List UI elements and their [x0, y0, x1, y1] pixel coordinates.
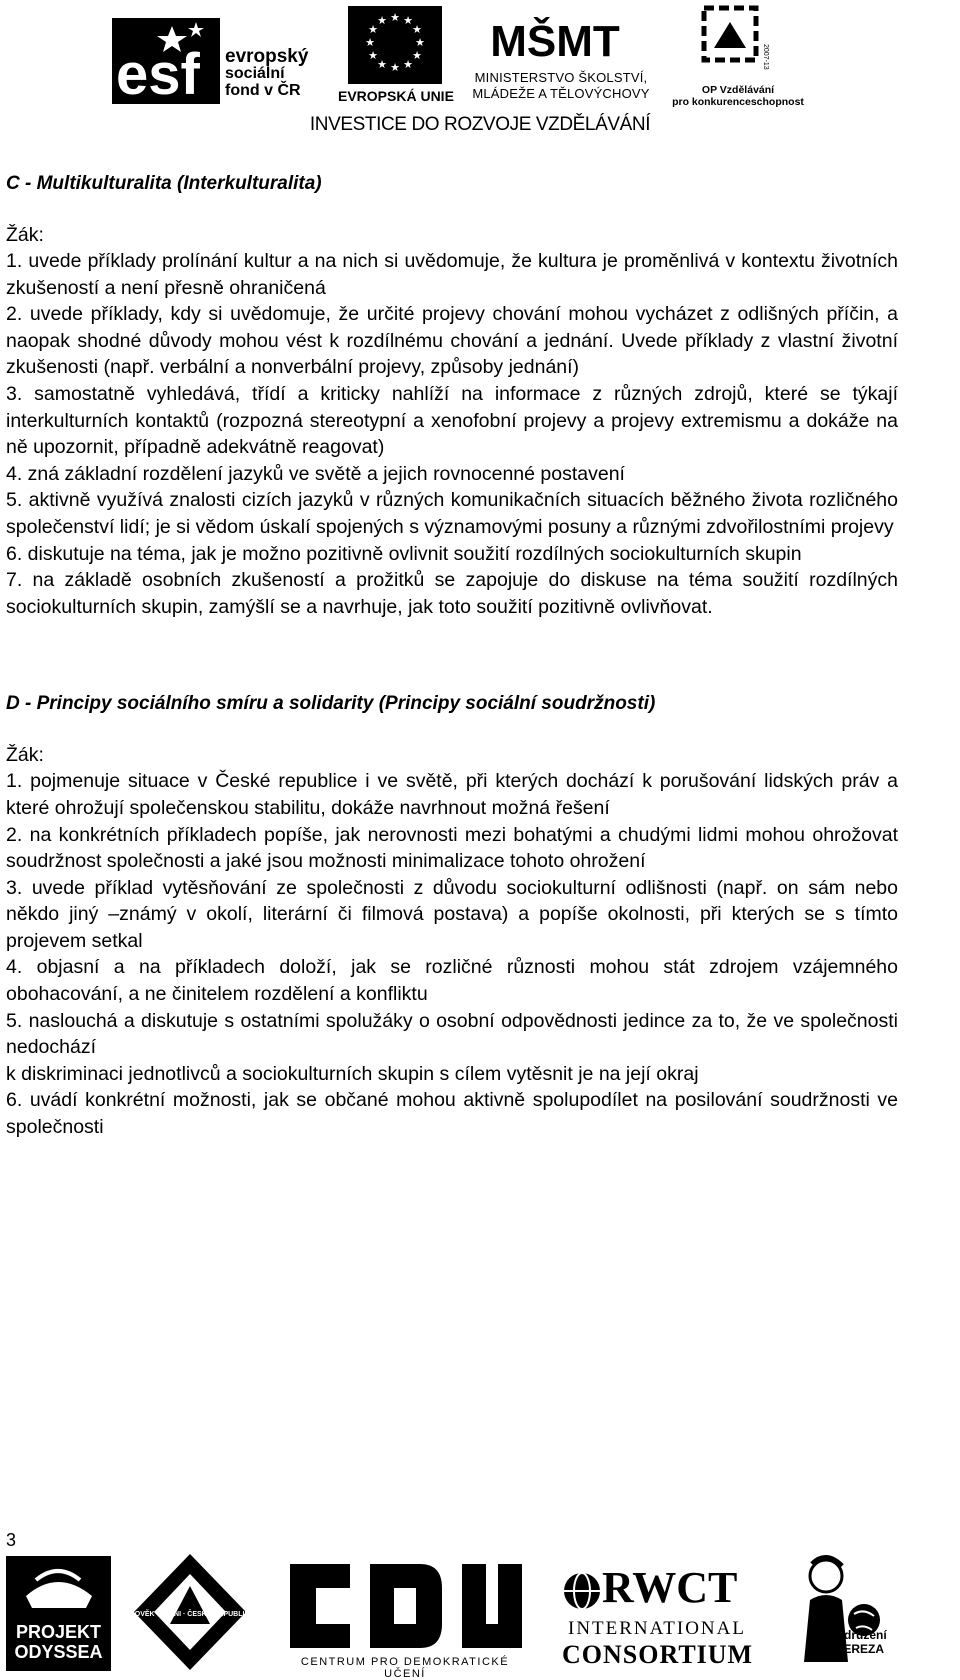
- op-caption: [668, 84, 808, 108]
- rwct-line-3: CONSORTIUM: [562, 1640, 754, 1669]
- section-d-item: 4. objasní a na příkladech doloží, jak se rozličné různosti mohou stát zdrojem vzájemného obohacování, a ne činitelem rozdělení a konfliktu: [6, 956, 898, 1006]
- svg-text:★: ★: [368, 23, 378, 36]
- projekt-odyssea-logo: [6, 1556, 111, 1671]
- odyssea-line-2: ODYSSEA: [14, 1642, 103, 1662]
- svg-text:★: ★: [412, 49, 422, 62]
- section-d-item: 3. uvede příklad vytěsňování ze společnosti z důvodu sociokulturní odlišnosti (např. on sám nebo někdo jiný –známý v okolí, literární či filmová postava) a popíše okolnosti, při kterých se s tímto projevem setkal: [6, 876, 898, 952]
- document-body: [6, 172, 898, 1141]
- esf-line-2: sociální: [225, 65, 285, 82]
- svg-text:★: ★: [377, 58, 387, 71]
- msmt-mark-icon: [490, 2, 620, 66]
- cdu-caption: CENTRUM PRO DEMOKRATICKÉ UČENÍ: [300, 1656, 510, 1680]
- section-c-zak-label: Žák:: [6, 224, 44, 246]
- section-c-heading: C - Multikulturalita (Interkulturalita): [6, 173, 322, 194]
- tereza-caption: [836, 1628, 887, 1656]
- section-c-item: 6. diskutuje na téma, jak je možno pozitivně ovlivnit soužití rozdílných sociokulturních skupin: [6, 542, 802, 565]
- svg-text:★: ★: [412, 23, 422, 36]
- section-d: [6, 692, 898, 1140]
- svg-text:★: ★: [390, 61, 400, 74]
- section-d-item: 5. naslouchá a diskutuje s ostatními spolužáky o osobní odpovědnosti jedince za to, že ve společnosti nedochází: [6, 1009, 898, 1059]
- eu-logo: [338, 6, 454, 106]
- tereza-line-2: TEREZA: [836, 1642, 884, 1656]
- msmt-mark-text: MŠMT: [490, 17, 620, 66]
- esf-line-1: evropský: [225, 46, 309, 67]
- section-d-item: 6. uvádí konkrétní možnosti, jak se občané mohou aktivně spolupodílet na posilování soudržnosti ve společnosti: [6, 1089, 898, 1139]
- section-d-item: 2. na konkrétních příkladech popíše, jak nerovnosti mezi bohatými a chudými lidmi mohou ohrožovat soudržnost společnosti a jaké jsou možnosti minimalizace tohoto ohrožení: [6, 823, 898, 873]
- svg-text:★: ★: [365, 36, 375, 49]
- esf-letters: esf: [116, 42, 200, 107]
- section-c-item: 4. zná základní rozdělení jazyků ve světě a jejich rovnocenné postavení: [6, 462, 625, 485]
- esf-mark-icon: [112, 18, 220, 107]
- svg-text:★: ★: [390, 11, 400, 24]
- rwct-line-2: INTERNATIONAL: [568, 1618, 746, 1639]
- rwct-title: RWCT: [602, 1563, 738, 1612]
- op-line-1: OP Vzdělávání: [701, 84, 775, 96]
- clovek-v-tisni-logo: [125, 1550, 255, 1674]
- msmt-logo: [455, 2, 675, 106]
- section-d-zak-label: Žák:: [6, 744, 44, 767]
- investice-banner: INVESTICE DO ROZVOJE VZDĚLÁVÁNÍ: [309, 114, 651, 135]
- rwct-logo: [562, 1562, 752, 1670]
- section-c-item: 1. uvede příklady prolínání kultur a na nich si uvědomuje, že kultura je proměnlivá v kontextu životních zkušeností a není přesně ohraničená: [6, 250, 898, 299]
- op-line-2: pro konkurenceschopnost: [672, 96, 804, 108]
- svg-text:★: ★: [368, 49, 378, 62]
- msmt-line-2: MLÁDEŽE A TĚLOVÝCHOVY: [472, 86, 650, 101]
- esf-logo: [112, 12, 312, 107]
- odyssea-line-1: PROJEKT: [15, 1622, 102, 1642]
- svg-text:★: ★: [403, 14, 413, 27]
- sdruzeni-tereza-logo: [790, 1550, 900, 1674]
- op-years: 2007-13: [762, 44, 769, 70]
- section-d-item: k diskriminaci jednotlivců a sociokulturních skupin s cílem vytěsnit je na její okraj: [6, 1062, 699, 1085]
- eu-flag-icon: [348, 6, 442, 84]
- odyssea-caption: [6, 1622, 111, 1662]
- section-c-item: 3. samostatně vyhledává, třídí a kriticky nahlíží na informace z různých zdrojů, které se týkají interkulturních kontaktů (rozpozná stereotypní a xenofobní projevy a projevy extremismu a dokáže na ně upozornit, případně adekvátně reagovat): [6, 382, 898, 459]
- esf-caption: [225, 48, 308, 99]
- section-d-item: 1. pojmenuje situace v České republice i ve světě, při kterých dochází k porušování lidských práv a které ohrožují společenskou stabilitu, dokáže navrhnout možná řešení: [6, 770, 898, 819]
- footer-logos: [0, 1550, 960, 1680]
- section-divider-space: [6, 620, 898, 692]
- msmt-line-1: MINISTERSTVO ŠKOLSTVÍ,: [474, 70, 648, 85]
- header-logos: [0, 0, 960, 145]
- op-mark-icon: [698, 4, 768, 76]
- cdu-logo: [280, 1560, 530, 1680]
- section-c-item: 2. uvede příklady, kdy si uvědomuje, že určité projevy chování mohou vycházet z odlišných příčin, a naopak shodné důvody mohou vést k rozdílnému chování a jednání. Uvede příklady z vlastní životní zkušenosti (např. verbální a nonverbální projevy, způsoby jednání): [6, 303, 898, 379]
- eu-caption: EVROPSKÁ UNIE: [338, 88, 454, 104]
- clovek-v-tisni-icon: [125, 1550, 255, 1674]
- svg-text:★: ★: [403, 58, 413, 71]
- section-c-item: 7. na základě osobních zkušeností a prožitků se zapojuje do diskuse na téma soužití rozdílných sociokulturních skupin, zamýšlí se a navrhuje, jak toto soužití pozitivně ovlivňovat.: [6, 569, 898, 618]
- rwct-globe-icon: [562, 1564, 602, 1618]
- msmt-caption: [455, 70, 667, 102]
- section-c: [6, 172, 898, 620]
- op-logo: [668, 4, 808, 108]
- tereza-line-1: Sdružení: [836, 1628, 887, 1642]
- section-d-heading: D - Principy sociálního smíru a solidarity (Principy sociální soudržnosti): [6, 693, 656, 715]
- svg-text:★: ★: [415, 36, 425, 49]
- clovek-text: ČLOVĚK V TÍSNI · ČESKÁ REPUBLIKA: [125, 1611, 255, 1618]
- page-number: 3: [6, 1530, 17, 1550]
- esf-line-3: fond v ČR: [225, 82, 301, 99]
- cdu-mark-icon: [280, 1560, 530, 1652]
- svg-text:★: ★: [377, 14, 387, 27]
- section-c-item: 5. aktivně využívá znalosti cizích jazyků v různých komunikačních situacích běžného života rozličného společenství lidí; je si vědom úskalí spojených s významovými posuny a různými zdvořilostními projevy: [6, 489, 898, 538]
